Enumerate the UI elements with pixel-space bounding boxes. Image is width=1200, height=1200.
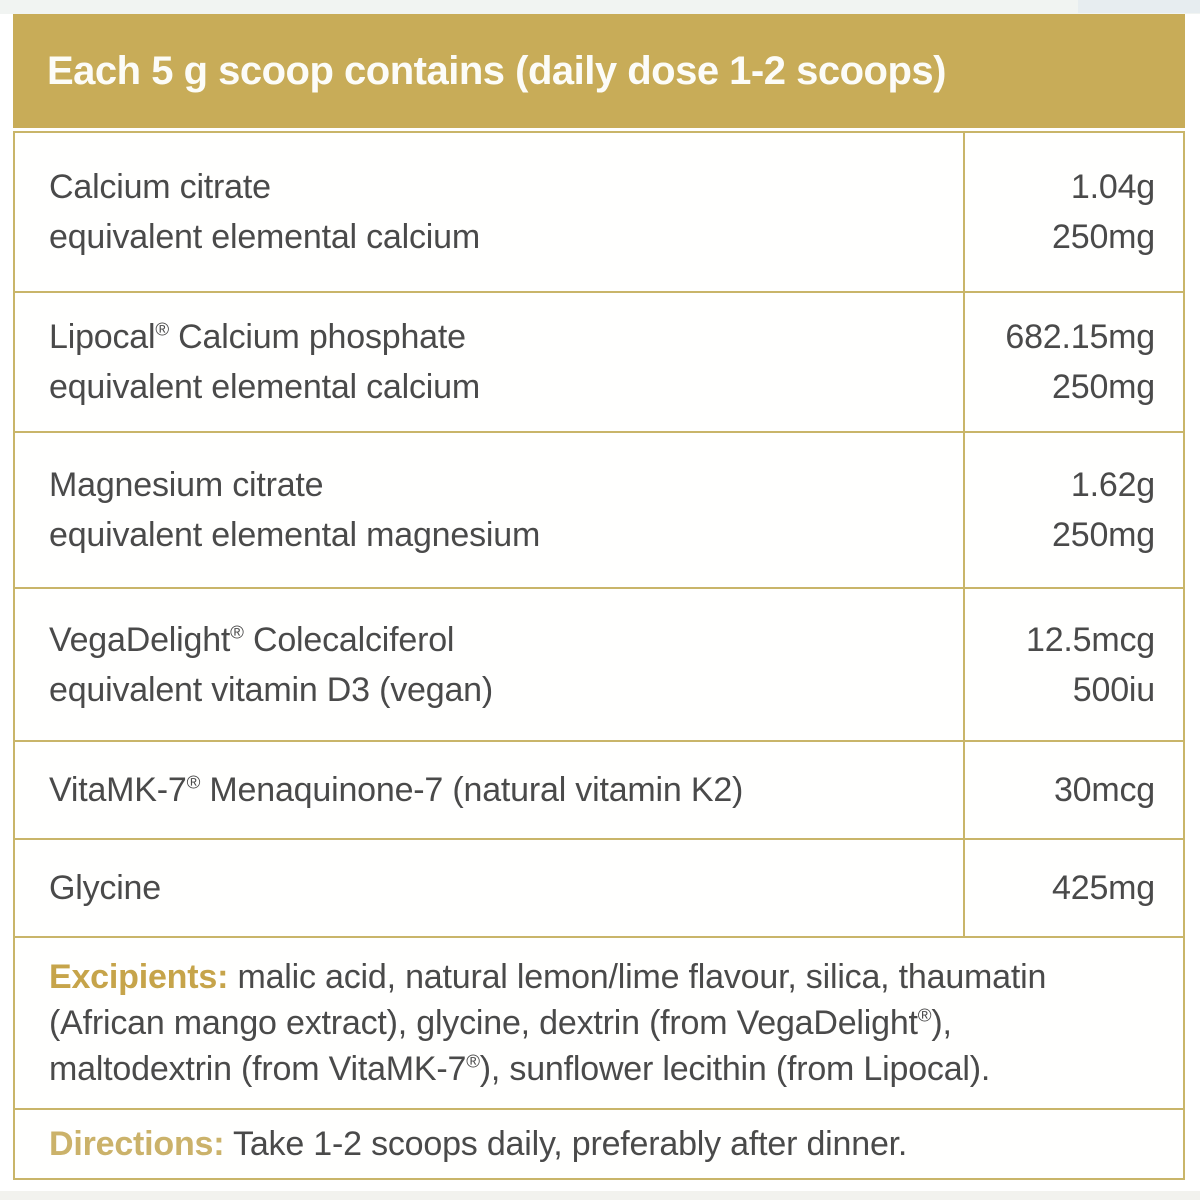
ingredient-name: VitaMK-7® Menaquinone-7 (natural vitamin K2): [49, 771, 744, 809]
ingredients-table: [13, 131, 1185, 1180]
panel-title: Each 5 g scoop contains (daily dose 1-2 scoops): [47, 48, 946, 93]
ingredient-detail-amount: 250mg: [1052, 516, 1155, 554]
bottom-margin-strip: [0, 1191, 1200, 1200]
supplement-facts-panel: [13, 14, 1185, 1180]
ingredient-name: Magnesium citrate: [49, 466, 324, 504]
panel-header: [13, 14, 1185, 128]
excipients-text: malic acid, natural lemon/lime flavour, silica, thaumatin (African mango extract), glycine, dextrin (from VegaDelight®), maltodextrin (from VitaMK-7®), sunflower lecithin (from Lipocal).: [49, 958, 1047, 1088]
directions-label: Directions:: [49, 1125, 225, 1163]
ingredient-amount: 12.5mcg: [1025, 620, 1155, 659]
ingredient-amount: 1.62g: [1070, 466, 1155, 504]
amount-cell: [963, 742, 1183, 838]
ingredient-cell: [15, 133, 963, 291]
ingredient-cell: [15, 433, 963, 587]
top-right-background-patch: [1078, 0, 1200, 13]
ingredient-detail-amount: 500iu: [1072, 670, 1155, 709]
ingredient-detail: equivalent elemental calcium: [49, 218, 480, 256]
ingredient-name: VegaDelight® Colecalciferol: [49, 620, 455, 659]
ingredient-cell: [15, 840, 963, 936]
ingredient-cell: [15, 293, 963, 431]
ingredient-detail: equivalent elemental calcium: [49, 368, 480, 406]
ingredient-detail: equivalent vitamin D3 (vegan): [49, 670, 493, 709]
amount-cell: [963, 589, 1183, 740]
ingredient-detail-amount: 250mg: [1052, 368, 1155, 406]
amount-cell: [963, 133, 1183, 291]
ingredient-name: Glycine: [49, 869, 161, 907]
ingredient-amount: 682.15mg: [1005, 318, 1155, 356]
table-row-colecalciferol: [15, 587, 1183, 740]
ingredient-amount: 425mg: [1052, 869, 1155, 907]
ingredient-cell: [15, 742, 963, 838]
ingredient-detail-amount: 250mg: [1052, 218, 1155, 256]
ingredient-cell: [15, 589, 963, 740]
ingredient-name: Lipocal® Calcium phosphate: [49, 318, 466, 356]
directions-section: [15, 1108, 1183, 1178]
amount-cell: [963, 433, 1183, 587]
table-row-glycine: [15, 838, 1183, 936]
ingredient-detail: equivalent elemental magnesium: [49, 516, 541, 554]
excipients-section: [15, 936, 1183, 1108]
top-margin-strip: [0, 0, 1200, 14]
amount-cell: [963, 293, 1183, 431]
ingredient-amount: 1.04g: [1070, 168, 1155, 206]
ingredient-name: Calcium citrate: [49, 168, 271, 206]
ingredient-amount: 30mcg: [1053, 771, 1155, 809]
amount-cell: [963, 840, 1183, 936]
table-row-menaquinone: [15, 740, 1183, 838]
directions-text: Take 1-2 scoops daily, preferably after dinner.: [224, 1125, 908, 1163]
table-row-calcium-phosphate: [15, 291, 1183, 431]
table-row-magnesium-citrate: [15, 431, 1183, 587]
excipients-label: Excipients:: [49, 958, 229, 996]
table-row-calcium-citrate: [15, 133, 1183, 291]
